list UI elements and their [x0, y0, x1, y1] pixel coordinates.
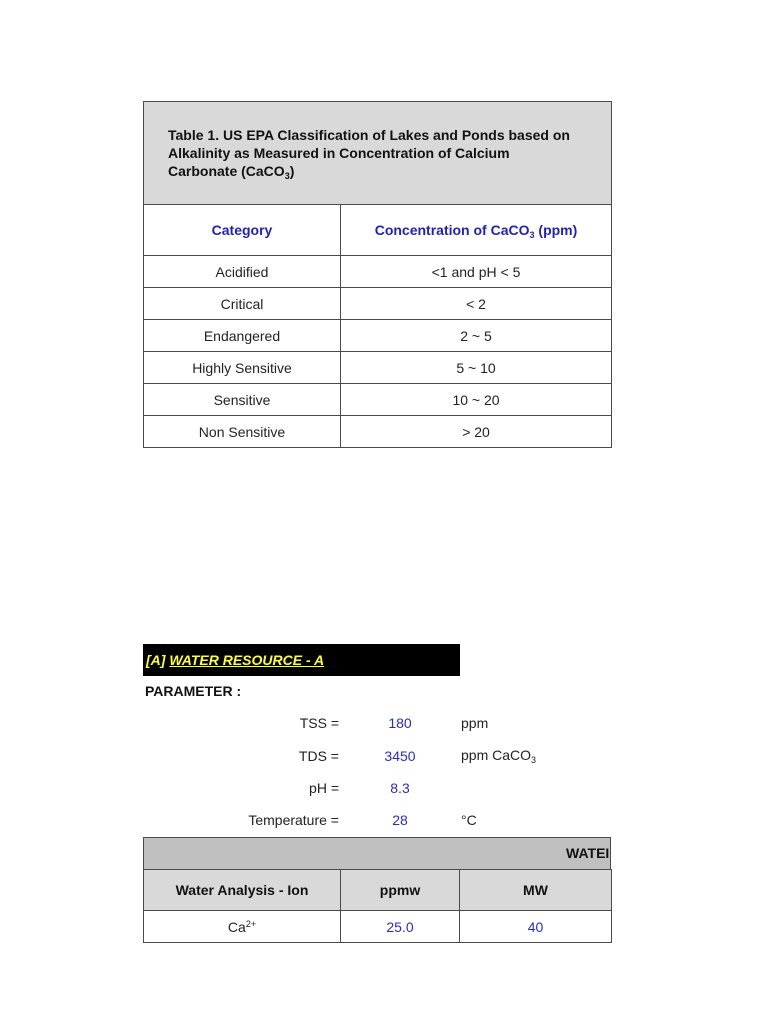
category-cell: Critical: [144, 288, 341, 320]
concentration-cell: 5 ~ 10: [341, 352, 612, 384]
param-value-temperature: 28: [392, 812, 408, 828]
table-row: [144, 384, 612, 416]
table-row: [144, 320, 612, 352]
param-label-tds: TDS =: [298, 748, 339, 764]
caption-line-1: Table 1. US EPA Classification of Lakes and Ponds based on: [168, 127, 570, 143]
section-a-title-bar: [143, 644, 460, 676]
parameter-heading: PARAMETER :: [145, 683, 242, 699]
concentration-cell: 10 ~ 20: [341, 384, 612, 416]
param-value-tds: 3450: [384, 748, 416, 764]
caption-line-2: Alkalinity as Measured in Concentration of Calcium: [168, 145, 510, 161]
param-unit-temperature: °C: [461, 812, 477, 828]
ion-cell: $Ca^{2+}$: [144, 911, 341, 943]
column-header-mw: MW: [460, 870, 612, 911]
param-unit-tss: ppm: [461, 715, 489, 731]
section-a-title: WATER RESOURCE - A: [169, 652, 325, 668]
section-a-prefix: [A]: [146, 652, 170, 668]
mw-cell: 40: [460, 911, 612, 943]
concentration-cell: 2 ~ 5: [341, 320, 612, 352]
table-row: [144, 416, 612, 448]
caption-line-3: Carbonate (CaCO$_3$): [168, 163, 295, 181]
category-cell: Non Sensitive: [144, 416, 341, 448]
column-header-concentration: Concentration of CaCO$_3$ (ppm): [341, 205, 612, 256]
param-value-ph: 8.3: [390, 780, 410, 796]
column-header-category: Category: [144, 205, 341, 256]
param-label-temperature: Temperature =: [248, 812, 339, 828]
water-analysis-table: [143, 869, 612, 943]
table-row: [144, 288, 612, 320]
category-cell: Endangered: [144, 320, 341, 352]
epa-classification-table: [143, 101, 612, 448]
category-cell: Highly Sensitive: [144, 352, 341, 384]
param-label-ph: pH =: [309, 780, 339, 796]
water-analysis-band: [143, 837, 611, 870]
concentration-cell: > 20: [341, 416, 612, 448]
table-caption: [144, 102, 612, 205]
table-row: [144, 352, 612, 384]
ppmw-cell: 25.0: [341, 911, 460, 943]
param-unit-tds: ppm CaCO$_3$: [461, 747, 537, 765]
param-label-tss: TSS =: [299, 715, 339, 731]
column-header-ppmw: ppmw: [341, 870, 460, 911]
table-row: [144, 256, 612, 288]
column-header-ion: Water Analysis - Ion: [144, 870, 341, 911]
table-row: [144, 911, 612, 943]
concentration-cell: <1 and pH < 5: [341, 256, 612, 288]
category-cell: Sensitive: [144, 384, 341, 416]
concentration-cell: < 2: [341, 288, 612, 320]
param-value-tss: 180: [388, 715, 412, 731]
water-band-label: WATEI: [566, 845, 610, 861]
category-cell: Acidified: [144, 256, 341, 288]
